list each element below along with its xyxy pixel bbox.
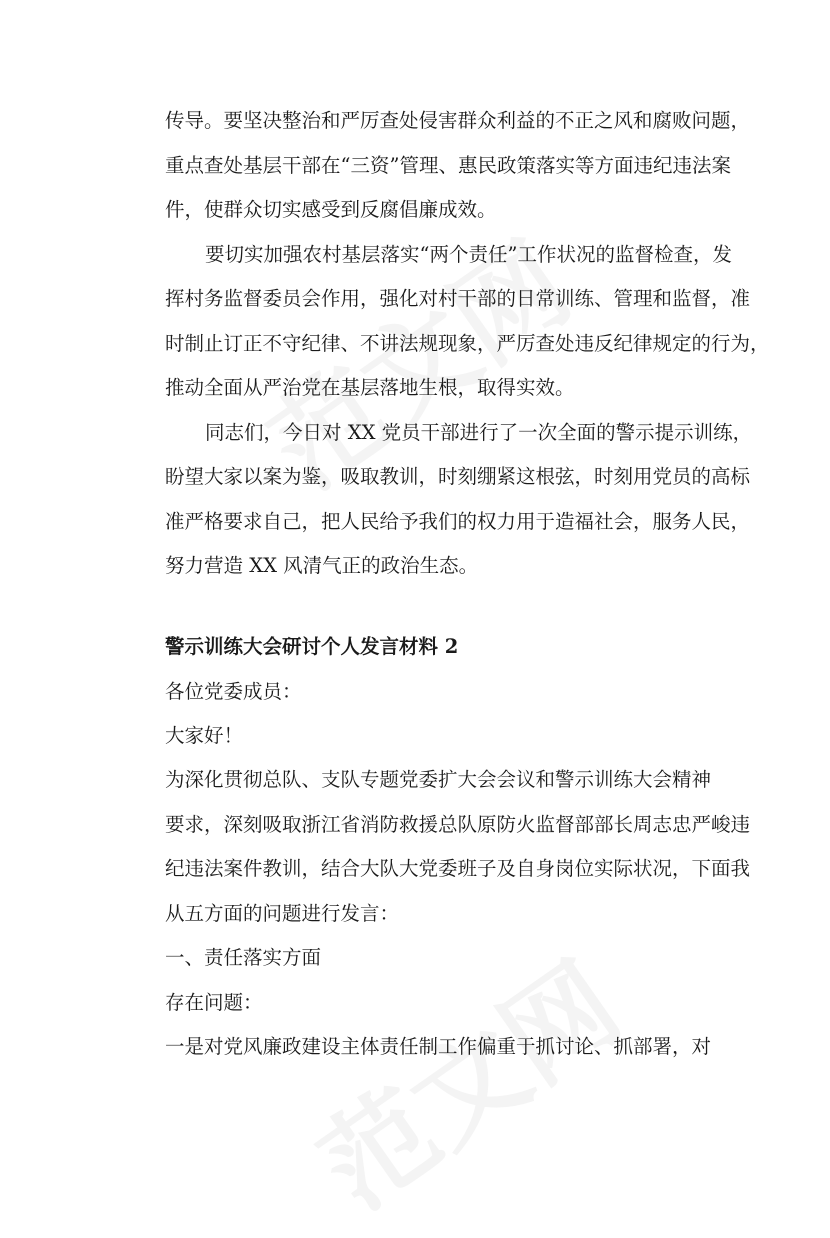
body-line: 从五方面的问题进行发言： bbox=[165, 902, 400, 925]
body-line: 同志们，今日对 XX 党员干部进行了一次全面的警示提示训练， bbox=[205, 421, 753, 444]
body-line: 盼望大家以案为鉴，吸取教训，时刻绷紧这根弦，时刻用党员的高标 bbox=[165, 465, 751, 488]
body-line: 时制止订正不守纪律、不讲法规现象，严厉查处违反纪律规定的行为， bbox=[165, 332, 770, 355]
body-line: 挥村务监督委员会作用，强化对村干部的日常训练、管理和监督，准 bbox=[165, 287, 751, 310]
body-line: 纪违法案件教训，结合大队大党委班子及自身岗位实际状况，下面我 bbox=[165, 857, 751, 880]
body-line: 为深化贯彻总队、支队专题党委扩大会会议和警示训练大会精神 bbox=[165, 768, 712, 791]
body-line: 要切实加强农村基层落实“两个责任”工作状况的监督检查，发 bbox=[205, 243, 732, 266]
body-line: 件，使群众切实感受到反腐倡廉成效。 bbox=[165, 198, 497, 221]
body-line: 要求，深刻吸取浙江省消防救援总队原防火监督部部长周志忠严峻违 bbox=[165, 813, 751, 836]
subheading: 一、责任落实方面 bbox=[165, 946, 322, 969]
body-line: 一是对党风廉政建设主体责任制工作偏重于抓讨论、抓部署，对 bbox=[165, 1035, 712, 1058]
salutation: 各位党委成员： bbox=[165, 680, 302, 703]
subheading: 存在问题： bbox=[165, 991, 263, 1014]
body-line: 准严格要求自己，把人民给予我们的权力用于造福社会，服务人民， bbox=[165, 510, 751, 533]
body-line: 传导。要坚决整治和严厉查处侵害群众利益的不正之风和腐败问题， bbox=[165, 109, 751, 132]
greeting: 大家好！ bbox=[165, 724, 244, 747]
section-heading: 警示训练大会研讨个人发言材料 2 bbox=[165, 635, 459, 658]
body-line: 重点查处基层干部在“三资”管理、惠民政策落实等方面违纪违法案 bbox=[165, 154, 731, 177]
body-line: 推动全面从严治党在基层落地生根，取得实效。 bbox=[165, 376, 575, 399]
body-line: 努力营造 XX 风清气正的政治生态。 bbox=[165, 554, 479, 577]
